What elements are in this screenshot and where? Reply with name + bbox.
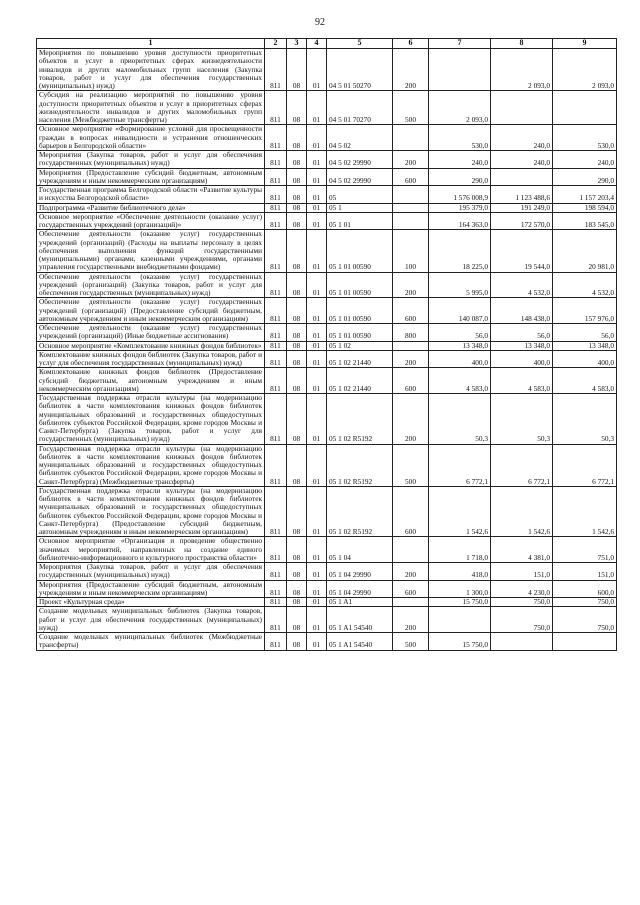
row-name: Подпрограмма «Развитие библиотечного дела» [37,203,265,212]
table-row [37,444,617,486]
row-csr: 04 5 01 50270 [327,49,393,91]
row-ved: 811 [265,633,287,651]
row-pr: 01 [307,598,327,607]
row-sum-1: 418,0 [429,563,491,581]
row-sum-1: 290,0 [429,168,491,186]
row-csr: 05 1 01 00590 [327,324,393,342]
row-name: Мероприятия (Предоставление субсидий бюджетным, автономным учреждениям и иным некоммерческим организациям) [37,168,265,186]
row-sum-1: 400,0 [429,350,491,368]
row-sum-2: 19 544,0 [491,230,553,272]
row-ved: 811 [265,598,287,607]
row-vr: 200 [393,272,429,298]
row-sum-2: 750,0 [491,607,553,633]
row-vr [393,203,429,212]
row-name: Комплектование книжных фондов библиотек (Закупка товаров, работ и услуг для обеспечения государственных (муниципальных) нужд) [37,350,265,368]
table-row [37,486,617,537]
row-sum-3 [553,633,617,651]
table-row [37,580,617,598]
row-csr: 05 1 A1 54540 [327,633,393,651]
row-sum-2: 56,0 [491,324,553,342]
table-row [37,563,617,581]
row-pr: 01 [307,272,327,298]
table-row [37,168,617,186]
row-pr: 01 [307,49,327,91]
table-row [37,537,617,563]
row-ved: 811 [265,298,287,324]
row-csr: 05 1 04 29990 [327,580,393,598]
row-sum-1: 240,0 [429,151,491,169]
row-rz: 08 [287,324,307,342]
row-pr: 01 [307,580,327,598]
row-name: Мероприятия (Предоставление субсидий бюджетным, автономным учреждениям и иным некоммерческим организациям) [37,580,265,598]
row-ved: 811 [265,272,287,298]
table-row [37,607,617,633]
row-name: Основное мероприятие «Комплектование книжных фондов библиотек» [37,341,265,350]
header-col-4: 4 [307,39,327,49]
table-row [37,49,617,91]
row-sum-3: 56,0 [553,324,617,342]
row-ved: 811 [265,91,287,125]
row-sum-3: 2 093,0 [553,49,617,91]
row-sum-2: 6 772,1 [491,444,553,486]
row-csr: 05 1 02 21440 [327,350,393,368]
row-rz: 08 [287,350,307,368]
table-row [37,212,617,230]
row-csr: 05 1 02 [327,341,393,350]
row-vr: 200 [393,607,429,633]
row-ved: 811 [265,324,287,342]
row-name: Обеспечение деятельности (оказание услуг) государственных учреждений (организаций) (Расходы на выплаты персоналу в целях обеспечения выполнения функций государственными (муниципальными) органами, казенными учреждениями, органами управления государственными внебюджетными фондами) [37,230,265,272]
row-rz: 08 [287,186,307,204]
row-sum-2: 148 438,0 [491,298,553,324]
row-pr: 01 [307,324,327,342]
row-csr: 05 1 A1 [327,598,393,607]
row-pr: 01 [307,350,327,368]
row-sum-3: 600,0 [553,580,617,598]
row-rz: 08 [287,272,307,298]
header-col-9: 9 [553,39,617,49]
row-rz: 08 [287,212,307,230]
table-row [37,272,617,298]
row-vr: 200 [393,350,429,368]
row-sum-2: 50,3 [491,394,553,445]
row-sum-2: 191 249,0 [491,203,553,212]
row-sum-1: 1 542,6 [429,486,491,537]
row-sum-2 [491,91,553,125]
row-vr: 200 [393,394,429,445]
row-sum-2: 4 532,0 [491,272,553,298]
table-row [37,341,617,350]
row-ved: 811 [265,444,287,486]
row-sum-3: 198 594,0 [553,203,617,212]
row-sum-3: 4 583,0 [553,368,617,394]
row-sum-2: 4 583,0 [491,368,553,394]
row-name: Обеспечение деятельности (оказание услуг) государственных учреждений (организаций) (Предоставление субсидий бюджетным, автономным учреждениям и иным некоммерческим организациям) [37,298,265,324]
row-sum-1: 15 750,0 [429,598,491,607]
row-rz: 08 [287,444,307,486]
row-ved: 811 [265,368,287,394]
header-row [37,39,617,49]
row-rz: 08 [287,607,307,633]
row-ved: 811 [265,341,287,350]
row-sum-1: 530,0 [429,125,491,151]
row-sum-2: 13 348,0 [491,341,553,350]
row-name: Комплектование книжных фондов библиотек (Предоставление субсидий бюджетным, автономным учреждениям и иным некоммерческим организациям) [37,368,265,394]
row-rz: 08 [287,633,307,651]
header-col-5: 5 [327,39,393,49]
row-ved: 811 [265,186,287,204]
row-csr: 05 1 04 [327,537,393,563]
row-vr: 600 [393,168,429,186]
row-name: Основное мероприятие «Организация и проведение общественно значимых мероприятий, направленных на создание единого библиотечно-информационного и культурного пространства области» [37,537,265,563]
row-pr: 01 [307,341,327,350]
table-row [37,230,617,272]
row-sum-3: 4 532,0 [553,272,617,298]
row-sum-3: 50,3 [553,394,617,445]
row-sum-3: 151,0 [553,563,617,581]
row-sum-1: 56,0 [429,324,491,342]
row-pr: 01 [307,91,327,125]
row-ved: 811 [265,212,287,230]
row-vr: 500 [393,91,429,125]
row-vr: 500 [393,633,429,651]
row-sum-3 [553,91,617,125]
row-name: Государственная программа Белгородской области «Развитие культуры и искусства Белгородской области» [37,186,265,204]
row-sum-2: 4 230,0 [491,580,553,598]
header-col-2: 2 [265,39,287,49]
row-sum-3: 290,0 [553,168,617,186]
row-ved: 811 [265,350,287,368]
row-pr: 01 [307,444,327,486]
row-sum-2: 172 570,0 [491,212,553,230]
row-csr: 04 5 01 70270 [327,91,393,125]
row-name: Государственная поддержка отрасли культуры (на модернизацию библиотек в части комплектования книжных фондов библиотек муниципальных образований и государственных общедоступных библиотек субъектов Российской Федерации, кроме городов Москвы и Санкт-Петербурга) (Предоставление субсидий бюджетным, автономным учреждениям и иным некоммерческим организациям) [37,486,265,537]
row-csr: 05 1 A1 54540 [327,607,393,633]
row-rz: 08 [287,49,307,91]
row-rz: 08 [287,168,307,186]
row-vr [393,598,429,607]
row-name: Создание модельных муниципальных библиотек (Межбюджетные трансферты) [37,633,265,651]
row-vr: 600 [393,298,429,324]
row-sum-2: 1 542,6 [491,486,553,537]
row-sum-3: 1 157 203,4 [553,186,617,204]
row-vr [393,341,429,350]
row-pr: 01 [307,298,327,324]
row-pr: 01 [307,168,327,186]
budget-table [36,38,617,651]
row-csr: 05 1 02 R5192 [327,394,393,445]
row-sum-3: 6 772,1 [553,444,617,486]
row-name: Мероприятия (Закупка товаров, работ и услуг для обеспечения государственных (муниципальных) нужд) [37,563,265,581]
row-rz: 08 [287,486,307,537]
row-vr: 600 [393,580,429,598]
row-sum-1: 6 772,1 [429,444,491,486]
row-pr: 01 [307,368,327,394]
row-sum-3: 750,0 [553,607,617,633]
row-name: Мероприятия по повышению уровня доступности приоритетных объектов и услуг в приоритетных сферах жизнедеятельности инвалидов и других маломобильных групп населения (Закупка товаров, работ и услуг для обеспечения государственных (муниципальных) нужд) [37,49,265,91]
row-rz: 08 [287,368,307,394]
row-pr: 01 [307,230,327,272]
row-csr: 05 1 [327,203,393,212]
row-ved: 811 [265,49,287,91]
row-sum-1: 140 087,0 [429,298,491,324]
row-vr: 500 [393,444,429,486]
row-sum-2: 240,0 [491,125,553,151]
row-pr: 01 [307,633,327,651]
row-rz: 08 [287,537,307,563]
row-ved: 811 [265,394,287,445]
row-name: Субсидия на реализацию мероприятий по повышению уровня доступности приоритетных объектов и услуг в приоритетных сферах жизнедеятельности инвалидов и других маломобильных групп населения (Межбюджетные трансферты) [37,91,265,125]
table-row [37,350,617,368]
row-rz: 08 [287,563,307,581]
row-pr: 01 [307,563,327,581]
row-sum-2 [491,633,553,651]
row-sum-1 [429,607,491,633]
table-row [37,203,617,212]
table-header [37,39,617,49]
row-rz: 08 [287,598,307,607]
row-name: Основное мероприятие «Обеспечение деятельности (оказание услуг) государственных учреждений (организаций)» [37,212,265,230]
row-csr: 05 [327,186,393,204]
row-pr: 01 [307,394,327,445]
row-sum-3: 20 981,0 [553,230,617,272]
row-csr: 04 5 02 29990 [327,168,393,186]
row-rz: 08 [287,125,307,151]
header-col-1: 1 [37,39,265,49]
row-vr: 200 [393,49,429,91]
row-rz: 08 [287,151,307,169]
row-sum-3: 157 976,0 [553,298,617,324]
row-vr: 600 [393,486,429,537]
row-sum-1: 13 348,0 [429,341,491,350]
row-ved: 811 [265,151,287,169]
row-vr [393,537,429,563]
row-sum-3: 751,0 [553,537,617,563]
row-ved: 811 [265,486,287,537]
row-sum-1: 2 093,0 [429,91,491,125]
row-rz: 08 [287,580,307,598]
row-sum-3: 400,0 [553,350,617,368]
row-sum-1: 1 576 008,9 [429,186,491,204]
row-sum-2: 240,0 [491,151,553,169]
row-rz: 08 [287,203,307,212]
row-vr [393,212,429,230]
row-sum-1: 5 995,0 [429,272,491,298]
row-sum-3: 750,0 [553,598,617,607]
header-col-8: 8 [491,39,553,49]
row-sum-3: 530,0 [553,125,617,151]
row-csr: 04 5 02 29990 [327,151,393,169]
row-vr: 200 [393,151,429,169]
row-ved: 811 [265,563,287,581]
table-row [37,151,617,169]
row-rz: 08 [287,230,307,272]
row-ved: 811 [265,203,287,212]
row-sum-1: 15 750,0 [429,633,491,651]
row-sum-1: 195 379,0 [429,203,491,212]
row-name: Обеспечение деятельности (оказание услуг) государственных учреждений (организаций) (Иные бюджетные ассигнования) [37,324,265,342]
row-sum-3: 1 542,6 [553,486,617,537]
row-vr: 800 [393,324,429,342]
table-row [37,91,617,125]
row-sum-2: 750,0 [491,598,553,607]
row-vr: 200 [393,563,429,581]
row-sum-1: 50,3 [429,394,491,445]
row-csr: 05 1 02 R5192 [327,486,393,537]
row-pr: 01 [307,607,327,633]
row-name: Мероприятия (Закупка товаров, работ и услуг для обеспечения государственных (муниципальных) нужд) [37,151,265,169]
table-row [37,298,617,324]
row-csr: 05 1 04 29990 [327,563,393,581]
row-name: Проект «Культурная среда» [37,598,265,607]
row-pr: 01 [307,186,327,204]
row-pr: 01 [307,125,327,151]
row-sum-1: 1 718,0 [429,537,491,563]
row-csr: 05 1 01 00590 [327,230,393,272]
row-vr: 600 [393,368,429,394]
row-sum-3: 240,0 [553,151,617,169]
row-ved: 811 [265,537,287,563]
header-col-7: 7 [429,39,491,49]
table-row [37,125,617,151]
row-name: Создание модельных муниципальных библиотек (Закупка товаров, работ и услуг для обеспечения государственных (муниципальных) нужд) [37,607,265,633]
row-pr: 01 [307,151,327,169]
row-pr: 01 [307,537,327,563]
row-ved: 811 [265,125,287,151]
table-row [37,368,617,394]
table-body [37,49,617,651]
row-vr: 100 [393,230,429,272]
row-ved: 811 [265,580,287,598]
row-sum-2 [491,168,553,186]
page-number: 92 [315,17,325,28]
row-name: Обеспечение деятельности (оказание услуг) государственных учреждений (организаций) (Закупка товаров, работ и услуг для обеспечения государственных (муниципальных) нужд) [37,272,265,298]
header-col-6: 6 [393,39,429,49]
table-row [37,186,617,204]
row-sum-2: 400,0 [491,350,553,368]
row-csr: 05 1 02 R5192 [327,444,393,486]
row-rz: 08 [287,394,307,445]
row-vr [393,125,429,151]
row-sum-1: 1 300,0 [429,580,491,598]
row-ved: 811 [265,168,287,186]
row-csr: 05 1 01 00590 [327,272,393,298]
row-rz: 08 [287,341,307,350]
row-name: Государственная поддержка отрасли культуры (на модернизацию библиотек в части комплектования книжных фондов библиотек муниципальных образований и государственных общедоступных библиотек субъектов Российской Федерации, кроме городов Москвы и Санкт-Петербурга) (Межбюджетные трансферты) [37,444,265,486]
row-name: Государственная поддержка отрасли культуры (на модернизацию библиотек в части комплектования книжных фондов библиотек муниципальных образований и государственных общедоступных библиотек субъектов Российской Федерации, кроме городов Москвы и Санкт-Петербурга) (Закупка товаров, работ и услуг для государственных (муниципальных) нужд) [37,394,265,445]
row-csr: 05 1 02 21440 [327,368,393,394]
row-sum-1: 4 583,0 [429,368,491,394]
row-rz: 08 [287,298,307,324]
row-sum-1: 18 225,0 [429,230,491,272]
row-csr: 04 5 02 [327,125,393,151]
table-row [37,633,617,651]
row-sum-1 [429,49,491,91]
row-sum-2: 2 093,0 [491,49,553,91]
table-row [37,324,617,342]
row-pr: 01 [307,212,327,230]
row-sum-2: 1 123 488,6 [491,186,553,204]
row-sum-2: 151,0 [491,563,553,581]
row-ved: 811 [265,607,287,633]
row-sum-1: 164 363,0 [429,212,491,230]
row-pr: 01 [307,203,327,212]
table-row [37,394,617,445]
row-rz: 08 [287,91,307,125]
row-sum-3: 13 348,0 [553,341,617,350]
row-sum-3: 183 545,0 [553,212,617,230]
header-col-3: 3 [287,39,307,49]
row-name: Основное мероприятие «Формирование условий для просвещенности граждан в вопросах инвалидности и устранения отношенческих барьеров в Белгородской области» [37,125,265,151]
row-csr: 05 1 01 [327,212,393,230]
row-sum-2: 4 381,0 [491,537,553,563]
row-vr [393,186,429,204]
row-csr: 05 1 01 00590 [327,298,393,324]
row-ved: 811 [265,230,287,272]
row-pr: 01 [307,486,327,537]
